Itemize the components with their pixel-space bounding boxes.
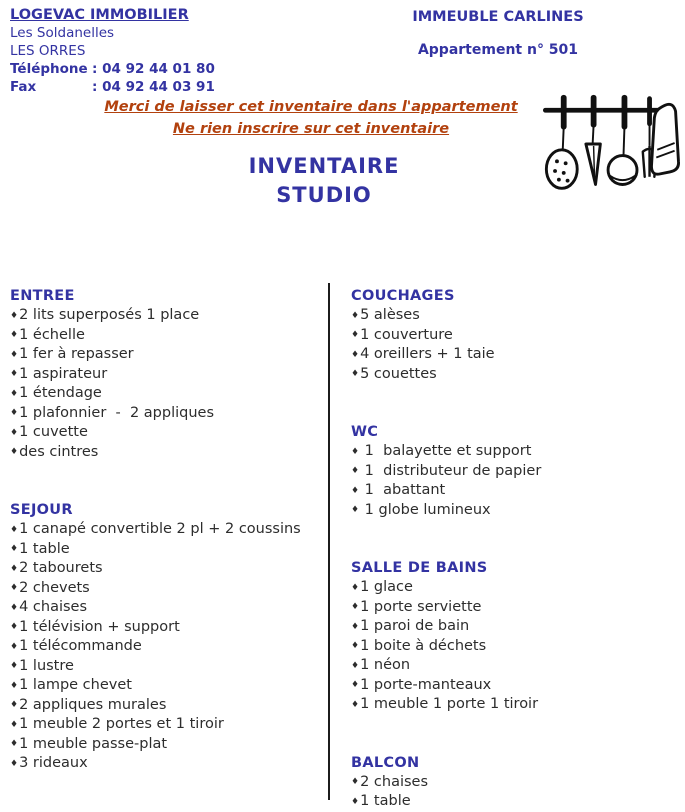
inventory-item [10,754,328,774]
agency-city: LES ORRES [10,43,86,59]
building-name: IMMEUBLE CARLINES [412,9,584,25]
title-line-2: STUDIO [276,183,372,207]
inventory-item [351,501,685,521]
item-label: des cintres [19,443,99,460]
item-label: 1 distributeur de papier [360,462,542,479]
item-label: 1 fer à repasser [19,346,134,362]
inventory-item [351,695,685,715]
notice-block [0,96,622,140]
inventory-section [10,501,328,774]
inventory-section [351,423,685,520]
inventory-item [351,578,685,598]
inventory-item [351,306,685,326]
inventory-item [10,657,328,677]
inventory-columns [0,283,685,809]
diamond-bullet-icon: ♦ [351,777,360,787]
diamond-bullet-icon: ♦ [10,427,19,438]
inventory-item [351,598,685,618]
phone-value: : 04 92 44 01 80 [92,61,215,77]
diamond-bullet-icon: ♦ [351,602,360,612]
inventory-item [10,579,328,599]
inventory-item [10,696,328,716]
item-label: 1 paroi de bain [360,618,470,634]
inventory-item [10,540,328,560]
notice-line-1: Merci de laisser cet inventaire dans l'appartement [104,99,518,115]
section-heading: ENTREE [10,288,75,304]
apartment-number: Appartement n° 501 [417,42,579,58]
diamond-bullet-icon: ♦ [10,680,19,691]
item-label: 2 chaises [360,773,429,790]
item-label: 1 lustre [19,657,74,674]
inventory-section [351,559,685,715]
item-label: 4 oreillers + 1 taie [360,346,495,362]
diamond-bullet-icon: ♦ [351,446,360,457]
diamond-bullet-icon: ♦ [351,621,360,632]
diamond-bullet-icon: ♦ [351,582,360,593]
diamond-bullet-icon: ♦ [351,660,360,671]
inventory-item [351,462,685,482]
inventory-item [351,773,685,793]
inventory-item [10,637,328,657]
item-label: 1 néon [360,657,411,673]
item-label: 1 meuble 1 porte 1 tiroir [360,696,539,712]
diamond-bullet-icon: ♦ [10,563,19,574]
diamond-bullet-icon: ♦ [10,719,19,730]
section-heading: WC [351,424,379,440]
inventory-item [10,365,328,385]
diamond-bullet-icon: ♦ [351,641,360,651]
agency-name: LOGEVAC IMMOBILIER [10,7,189,23]
item-label: 1 lampe chevet [19,677,132,693]
inventory-item [10,326,328,346]
item-label: 1 plafonnier - 2 appliques [19,404,215,421]
fax-value: : 04 92 44 03 91 [92,79,215,95]
notice-line-2: Ne rien inscrire sur cet inventaire [172,121,450,137]
item-label: 2 tabourets [19,560,103,576]
inventory-item [10,618,328,638]
inventory-item [10,520,328,540]
diamond-bullet-icon: ♦ [10,408,19,418]
item-label: 1 table [360,793,411,809]
title-line-1: INVENTAIRE [248,154,400,178]
diamond-bullet-icon: ♦ [351,369,360,379]
inventory-item [10,443,328,463]
item-label: 1 cuvette [19,424,88,440]
inventory-section [351,287,685,384]
inventory-item [351,345,685,365]
section-heading: SALLE DE BAINS [351,560,488,576]
inventory-section [10,287,328,462]
item-label: 1 glace [360,579,413,595]
right-column [330,283,685,809]
inventory-item [351,637,685,657]
inventory-item [351,792,685,812]
item-label: 1 étendage [19,385,102,401]
diamond-bullet-icon: ♦ [351,485,360,496]
item-label: 5 alèses [360,307,420,323]
diamond-bullet-icon: ♦ [10,622,19,632]
item-label: 1 globe lumineux [360,501,491,518]
diamond-bullet-icon: ♦ [10,524,19,535]
item-label: 1 télévision + support [19,618,180,635]
item-label: 1 canapé convertible 2 pl + 2 coussins [19,521,301,537]
inventory-item [351,326,685,346]
item-label: 2 lits superposés 1 place [19,307,200,323]
item-label: 4 chaises [19,599,88,615]
item-label: 5 couettes [360,365,437,382]
diamond-bullet-icon: ♦ [10,661,19,671]
item-label: 1 couverture [360,326,453,343]
inventory-item [10,404,328,424]
inventory-item [10,345,328,365]
diamond-bullet-icon: ♦ [351,330,360,340]
agency-residence: Les Soldanelles [10,25,115,41]
inventory-item [10,735,328,755]
inventory-item [10,306,328,326]
item-label: 2 appliques murales [19,696,167,713]
diamond-bullet-icon: ♦ [10,330,19,340]
diamond-bullet-icon: ♦ [10,388,19,399]
left-column [0,283,330,800]
inventory-item [10,423,328,443]
diamond-bullet-icon: ♦ [10,447,19,457]
item-label: 1 balayette et support [360,443,532,459]
diamond-bullet-icon: ♦ [351,349,360,360]
inventory-item [351,481,685,501]
diamond-bullet-icon: ♦ [10,544,19,554]
item-label: 1 meuble 2 portes et 1 tiroir [19,716,224,732]
diamond-bullet-icon: ♦ [10,310,19,321]
agency-phone [10,60,215,78]
section-heading: COUCHAGES [351,288,455,304]
item-label: 1 échelle [19,326,85,343]
item-label: 1 porte serviette [360,598,482,615]
diamond-bullet-icon: ♦ [351,796,360,807]
diamond-bullet-icon: ♦ [351,310,360,321]
diamond-bullet-icon: ♦ [10,583,19,593]
diamond-bullet-icon: ♦ [10,602,19,613]
item-label: 1 boite à déchets [360,637,487,654]
inventory-item [351,617,685,637]
document-title [0,152,648,210]
item-label: 1 porte-manteaux [360,676,492,693]
inventory-section [351,754,685,812]
item-label: 1 aspirateur [19,365,108,382]
item-label: 2 chevets [19,579,90,596]
diamond-bullet-icon: ♦ [351,699,360,710]
agency-fax [10,78,215,96]
section-heading: BALCON [351,754,420,771]
inventory-item [10,676,328,696]
item-label: 1 table [19,540,70,557]
diamond-bullet-icon: ♦ [351,466,360,476]
inventory-item [351,676,685,696]
fax-label: Fax [10,79,37,95]
item-label: 3 rideaux [19,755,88,771]
agency-block [10,6,215,96]
diamond-bullet-icon: ♦ [351,680,360,690]
diamond-bullet-icon: ♦ [10,739,19,749]
diamond-bullet-icon: ♦ [10,349,19,360]
diamond-bullet-icon: ♦ [351,505,360,515]
inventory-item [351,365,685,385]
inventory-item [351,442,685,462]
inventory-item [351,656,685,676]
building-block [392,8,604,59]
diamond-bullet-icon: ♦ [10,758,19,769]
inventory-item [10,559,328,579]
inventory-item [10,384,328,404]
section-heading: SEJOUR [10,502,73,518]
item-label: 1 télécommande [19,638,142,654]
item-label: 1 meuble passe-plat [19,735,168,752]
diamond-bullet-icon: ♦ [10,700,19,710]
phone-label: Téléphone [10,61,88,77]
diamond-bullet-icon: ♦ [10,641,19,652]
item-label: 1 abattant [360,482,446,498]
inventory-item [10,715,328,735]
diamond-bullet-icon: ♦ [10,369,19,379]
inventory-item [10,598,328,618]
